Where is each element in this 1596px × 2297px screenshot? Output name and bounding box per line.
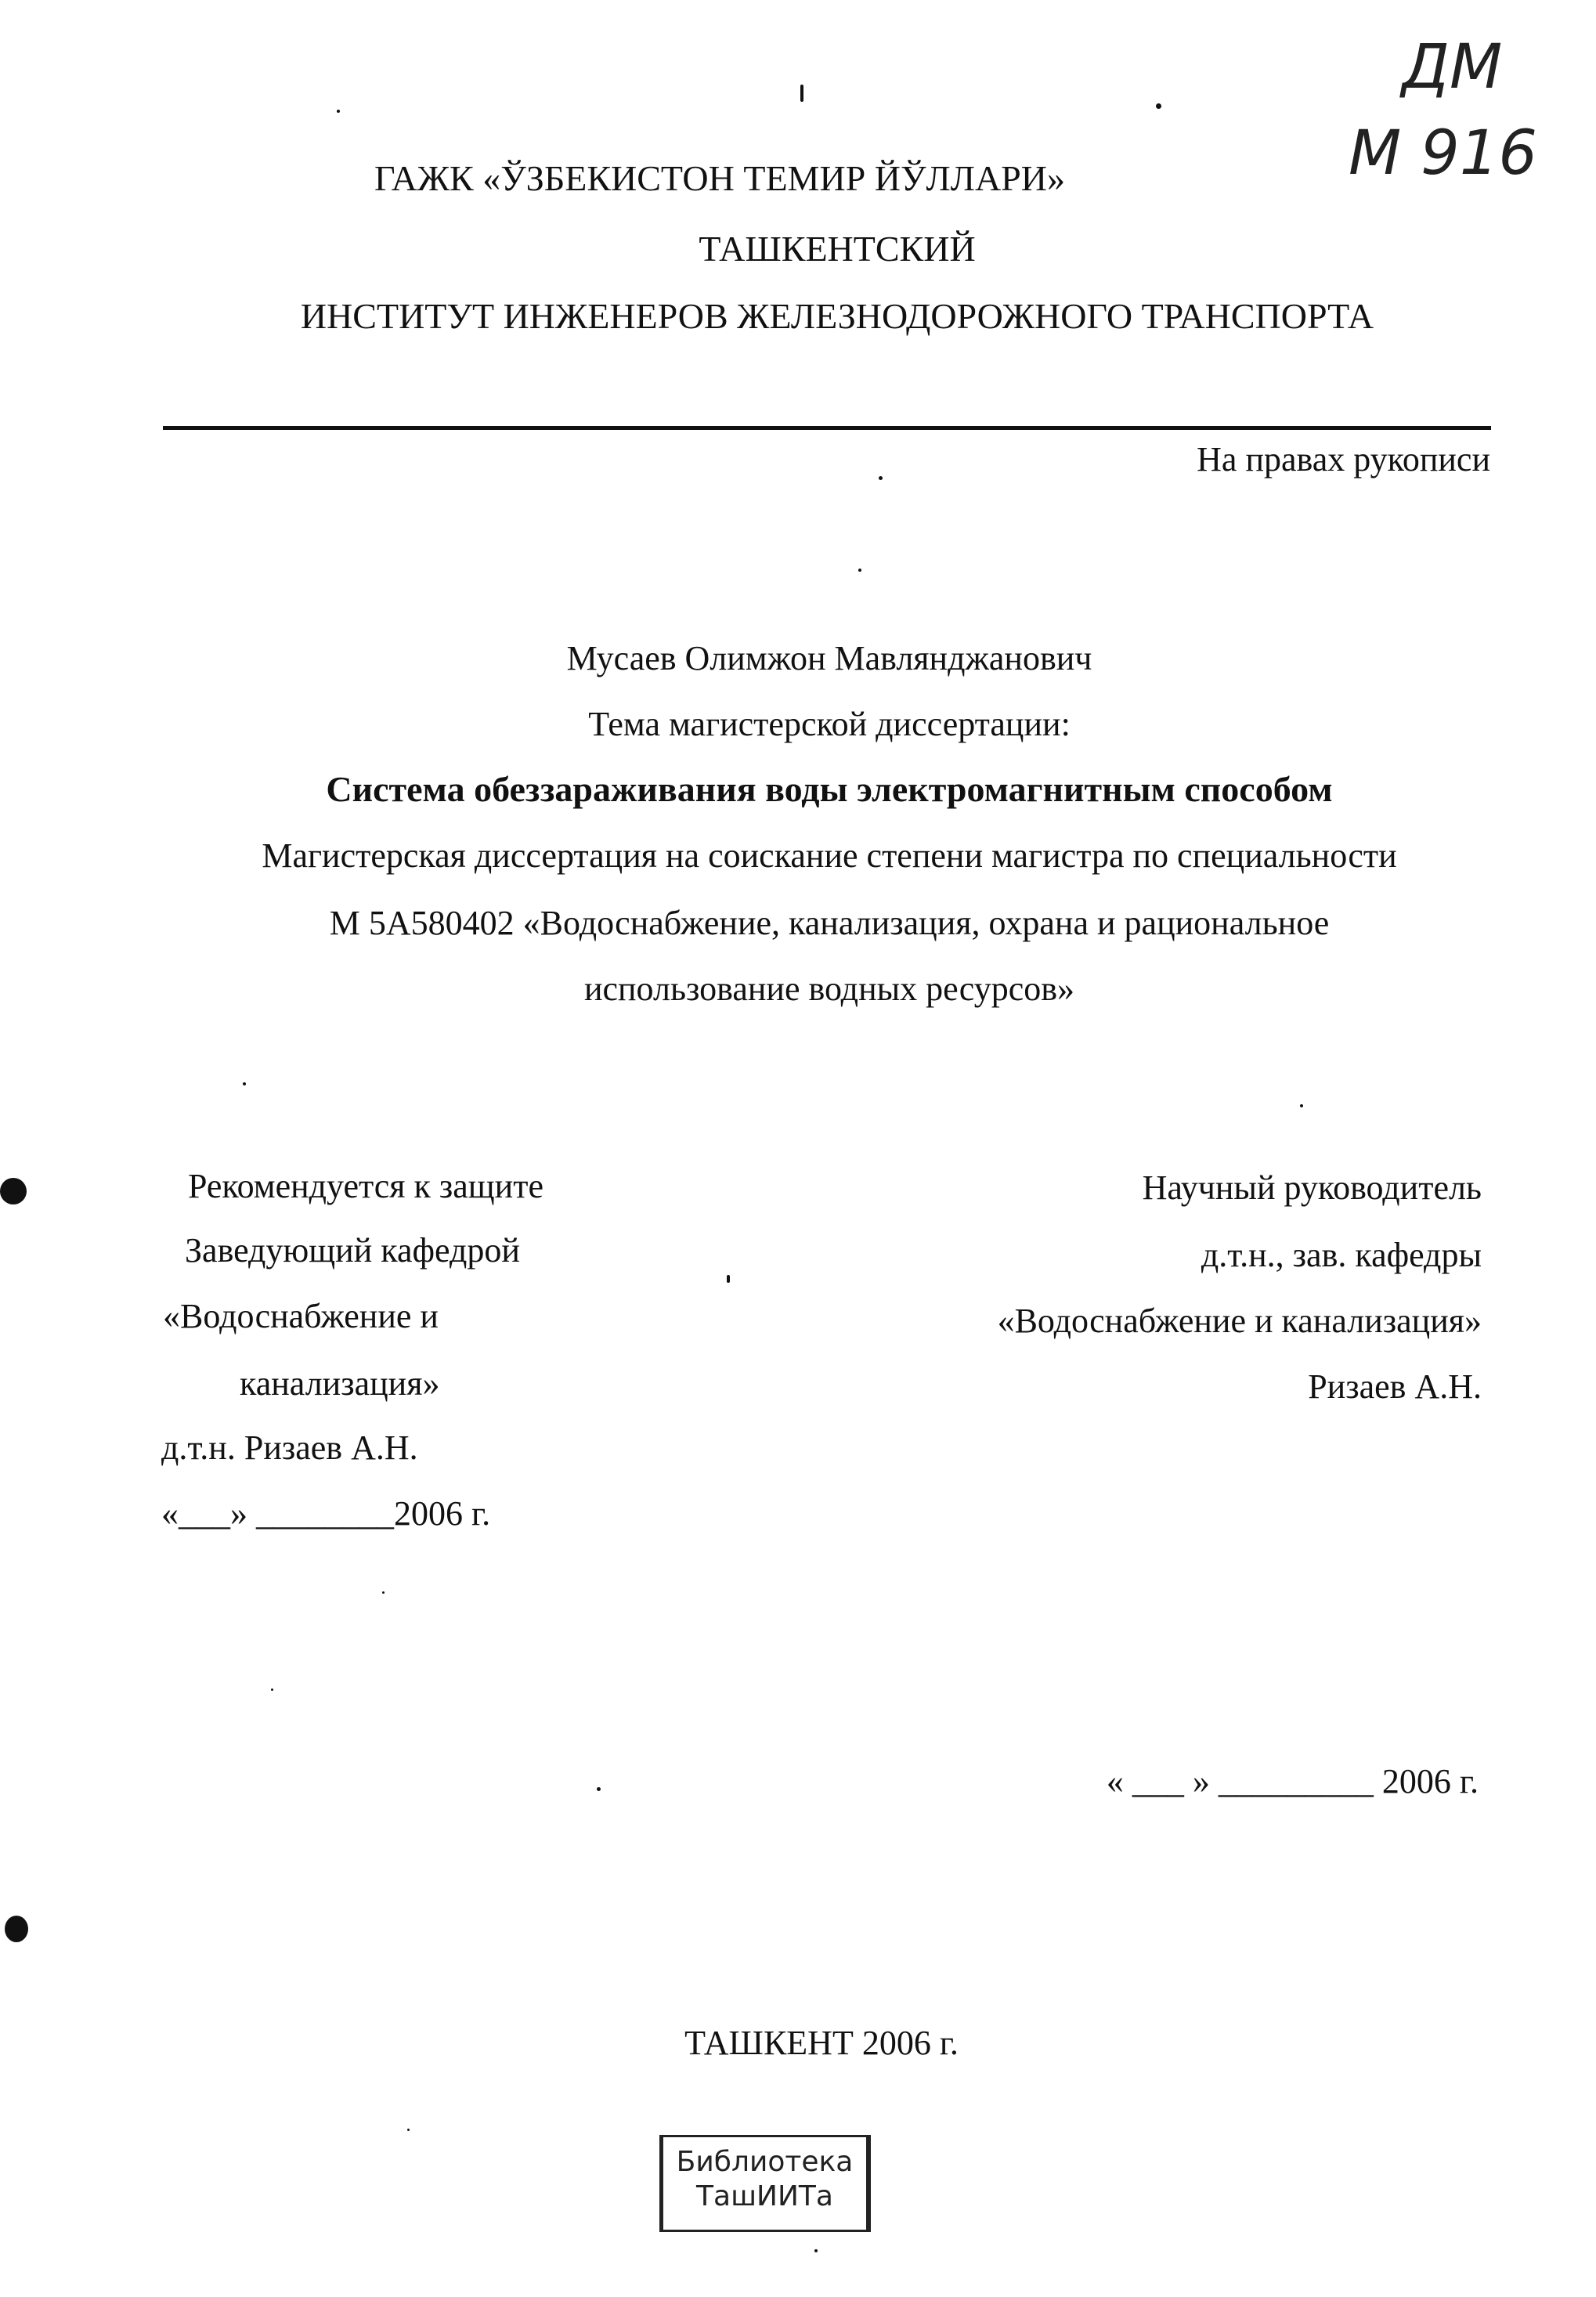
department-name-line-2: канализация»	[240, 1364, 440, 1403]
supervisor-name: Ризаев А.Н.	[1308, 1367, 1482, 1406]
scan-speck	[1300, 1104, 1303, 1107]
scan-speck	[879, 476, 883, 480]
scan-speck	[727, 1275, 730, 1283]
department-head-name: д.т.н. Ризаев А.Н.	[161, 1428, 418, 1467]
catalog-mark-line2: М 916	[1349, 118, 1537, 188]
manuscript-note: На правах рукописи	[1197, 440, 1490, 479]
approval-date: «___» ________2006 г.	[161, 1494, 491, 1533]
degree-statement: Магистерская диссертация на соискание степени магистра по специальности	[262, 836, 1397, 875]
organization-name: ГАЖК «ЎЗБЕКИСТОН ТЕМИР ЙЎЛЛАРИ»	[374, 158, 1065, 198]
department-name-line-1: «Водоснабжение и	[163, 1297, 439, 1335]
catalog-mark-line1: ДМ	[1402, 32, 1503, 103]
supervisor-degree: д.т.н., зав. кафедры	[1201, 1236, 1482, 1274]
city-and-year: ТАШКЕНТ 2006 г.	[684, 2024, 959, 2062]
supervisor-department: «Водоснабжение и канализация»	[997, 1302, 1482, 1340]
specialty-line-2: использование водных ресурсов»	[583, 970, 1075, 1008]
scan-speck	[337, 110, 340, 113]
scan-speck	[0, 1178, 27, 1204]
author-name: Мусаев Олимжон Мавлянджанович	[566, 639, 1092, 677]
scan-speck	[858, 569, 861, 572]
topic-label: Тема магистерской диссертации:	[588, 705, 1071, 743]
scan-speck	[814, 2249, 818, 2252]
scan-speck	[800, 85, 803, 102]
scan-speck	[243, 1082, 246, 1085]
supervisor-date: « ___ » _________ 2006 г.	[1106, 1762, 1479, 1800]
scan-speck	[382, 1591, 385, 1594]
scan-speck	[597, 1787, 601, 1791]
thesis-title: Система обеззараживания воды электромагнитным способом	[326, 769, 1333, 809]
scan-speck	[407, 2129, 410, 2131]
library-stamp	[659, 2135, 871, 2232]
specialty-line-1: М 5А580402 «Водоснабжение, канализация, охрана и рациональное	[329, 904, 1330, 942]
stamp-line-2: ТашИИТа	[696, 2180, 833, 2212]
header-divider	[163, 426, 1491, 430]
department-head-title: Заведующий кафедрой	[185, 1231, 520, 1269]
recommended-label: Рекомендуется к защите	[188, 1167, 543, 1205]
institute-city: ТАШКЕНТСКИЙ	[699, 229, 976, 269]
institute-name: ИНСТИТУТ ИНЖЕНЕРОВ ЖЕЛЕЗНОДОРОЖНОГО ТРАНСПОРТА	[300, 296, 1374, 336]
supervisor-title: Научный руководитель	[1142, 1168, 1482, 1207]
stamp-line-1: Библиотека	[676, 2146, 854, 2178]
scan-speck	[271, 1688, 273, 1691]
scan-speck	[5, 1916, 28, 1942]
scan-speck	[1156, 103, 1161, 109]
